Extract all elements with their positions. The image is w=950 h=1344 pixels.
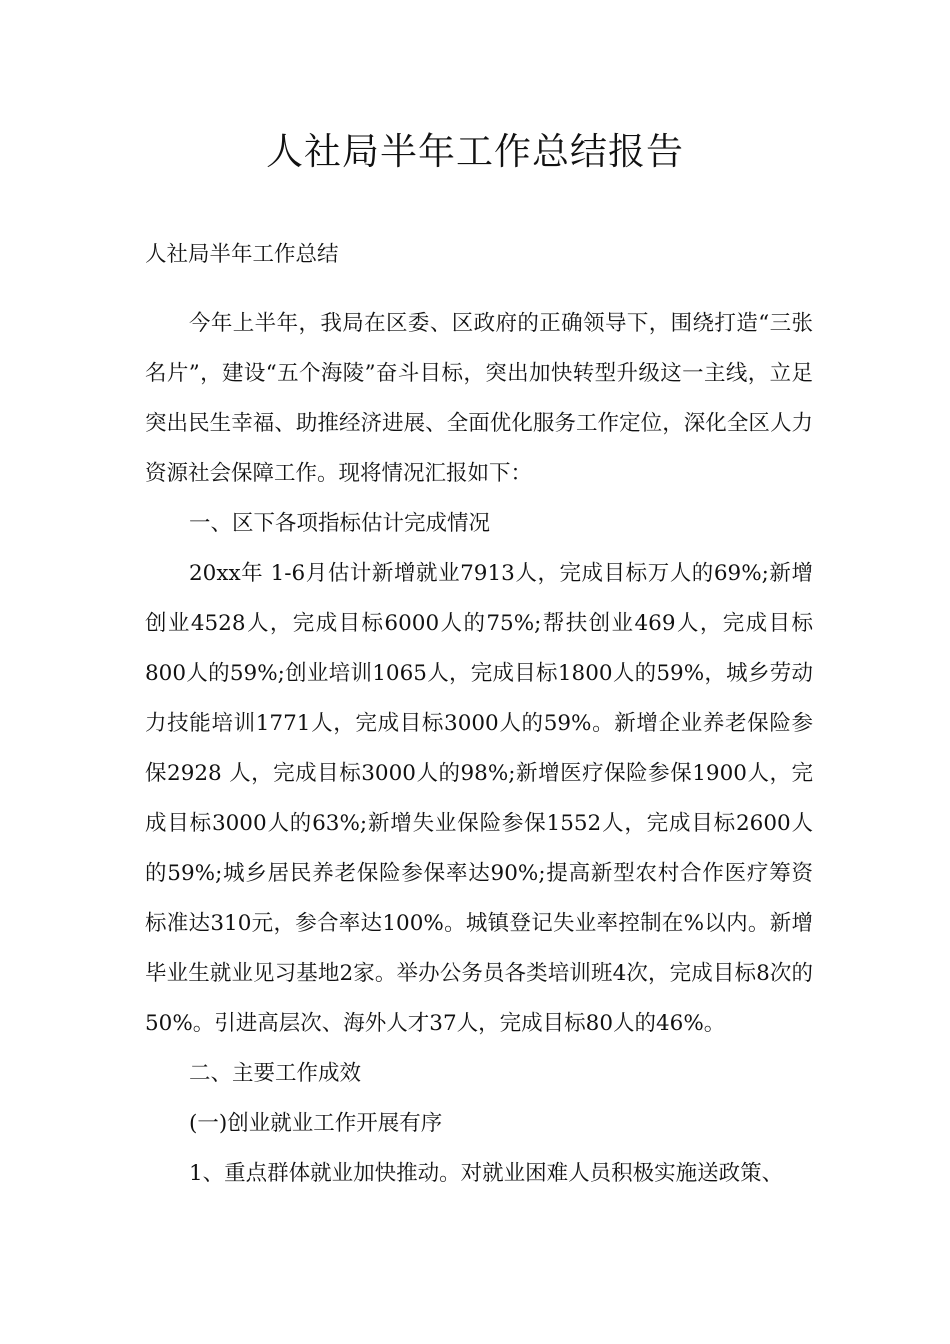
- section-heading-1: 一、区下各项指标估计完成情况: [189, 511, 491, 536]
- document-subtitle: 人社局半年工作总结: [145, 242, 339, 267]
- paragraph-employment: 1、重点群体就业加快推动。对就业困难人员积极实施送政策、: [189, 1161, 784, 1186]
- paragraph-indicators: 20xx年 1-6月估计新增就业7913人，完成目标万人的69%;新增创业4528人，完成目标6000人的75%;帮扶创业469人，完成目标800人的59%;创业培训1065人，完成目标1800人的59%，城乡劳动力技能培训1771人，完成目标3000人的59%。新增企业养老保险参保2928 人，完成目标3000人的98%;新增医疗保险参保1900人，完成目标3000人的63%;新增失业保险参保1552人，完成目标2600人的59%;城乡居民养老保险参保率达90%;提高新型农村合作医疗筹资标准达310元，参合率达100%。城镇登记失业率控制在%以内。新增毕业生就业见习基地2家。举办公务员各类培训班4次，完成目标8次的50%。引进高层次、海外人才37人，完成目标80人的46%。: [145, 561, 813, 1036]
- section-heading-2: 二、主要工作成效: [189, 1061, 362, 1086]
- document-title: 人社局半年工作总结报告: [266, 130, 684, 173]
- document-body: [145, 230, 813, 1199]
- paragraph-intro: 今年上半年，我局在区委、区政府的正确领导下，围绕打造“三张名片”，建设“五个海陵”奋斗目标，突出加快转型升级这一主线，立足突出民生幸福、助推经济进展、全面优化服务工作定位，深化全区人力资源社会保障工作。现将情况汇报如下：: [145, 311, 813, 486]
- subsection-heading-1: (一)创业就业工作开展有序: [189, 1111, 443, 1136]
